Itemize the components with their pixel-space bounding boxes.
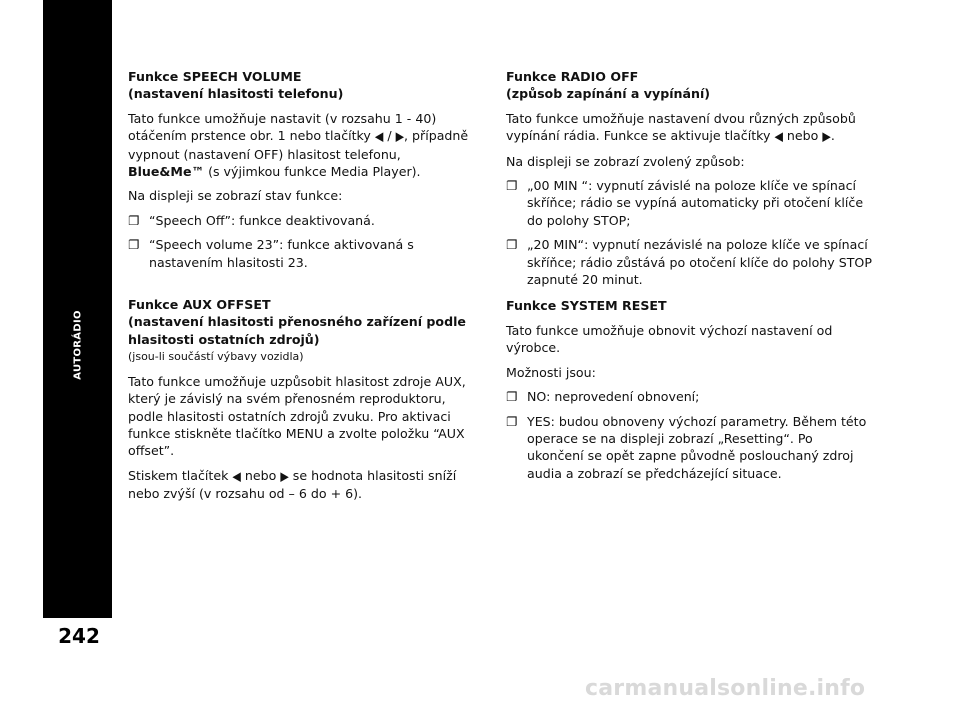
checkbox-bullet-icon: ❐ bbox=[506, 389, 518, 405]
left-arrow-icon: ◀ bbox=[774, 129, 783, 145]
aux-offset-heading: Funkce AUX OFFSET bbox=[128, 297, 271, 313]
list-item: ❐ “Speech volume 23”: funkce aktivovaná s nastavením hlasitosti 23. bbox=[128, 237, 414, 270]
right-arrow-icon: ▶ bbox=[395, 129, 405, 145]
aux-offset-paragraph: Tato funkce umožňuje uzpůsobit hlasitost zdroje AUX, který je závislý na svém přenosném reproduktoru, podle hlasitosti ostatních zdrojů zvuku. Pro aktivaci funkce stiskněte tlačítko MENU a zvolte položku “AUX offset”. bbox=[128, 373, 466, 459]
list-item: ❐ „20 MIN“: vypnutí nezávislé na poloze klíče ve spínací skříňce; rádio zůstává po otočení klíče do polohy STOP zapnuté 20 minut. bbox=[506, 237, 872, 288]
radio-off-heading: Funkce RADIO OFF bbox=[506, 69, 639, 84]
system-reset-options-intro: Možnosti jsou: bbox=[506, 364, 596, 380]
left-arrow-icon: ◀ bbox=[232, 468, 241, 484]
aux-offset-instructions: Stiskem tlačítek ◀ nebo ▶ se hodnota hlasitosti sníží nebo zvýší (v rozsahu od – 6 do + 6). bbox=[128, 467, 457, 502]
system-reset-paragraph: Tato funkce umožňuje obnovit výchozí nastavení od výrobce. bbox=[506, 322, 833, 356]
checkbox-bullet-icon: ❐ bbox=[128, 212, 140, 228]
page-number: 242 bbox=[58, 624, 100, 648]
checkbox-bullet-icon: ❐ bbox=[506, 237, 518, 253]
brand-name: Blue&Me™ bbox=[128, 164, 205, 180]
speech-volume-subheading: (nastavení hlasitosti telefonu) bbox=[128, 86, 344, 102]
right-column bbox=[506, 68, 872, 489]
speech-volume-paragraph: Tato funkce umožňuje nastavit (v rozsahu 1 - 40) otáčením prstence obr. 1 nebo tlačítky ◀ / ▶, případně vypnout (nastavení OFF) hlasitost telefonu, Blue&Me™ (s výjimkou funkce Media Player). bbox=[128, 110, 469, 180]
checkbox-bullet-icon: ❐ bbox=[506, 413, 518, 429]
aux-offset-note: (jsou-li součástí výbavy vozidla) bbox=[128, 350, 304, 364]
left-arrow-icon: ◀ bbox=[374, 129, 384, 145]
list-item: ❐ NO: neprovedení obnovení; bbox=[506, 389, 700, 405]
list-item: ❐ „00 MIN “: vypnutí závislé na poloze klíče ve spínací skříňce; rádio se vypíná automaticky při otočení klíče do polohy STOP; bbox=[506, 178, 864, 228]
list-item: ❐ YES: budou obnoveny výchozí parametry. Během této operace se na displeji zobrazí „Resetting“. Po ukončení se opět zapne původně poslouchaný zdroj audia a zobrazí se předcházející situace. bbox=[506, 413, 867, 481]
watermark: carmanualsonline.info bbox=[585, 676, 866, 701]
speech-status-intro: Na displeji se zobrazí stav funkce: bbox=[128, 188, 343, 204]
right-arrow-icon: ▶ bbox=[280, 468, 289, 484]
aux-offset-subheading: (nastavení hlasitosti přenosného zařízení podle hlasitosti ostatních zdrojů) bbox=[128, 314, 466, 347]
radio-off-subheading: (způsob zapínání a vypínání) bbox=[506, 86, 711, 102]
left-column bbox=[128, 68, 480, 510]
sidebar-section-label: AUTORÁDIO bbox=[72, 310, 84, 380]
checkbox-bullet-icon: ❐ bbox=[128, 237, 140, 253]
radio-off-paragraph: Tato funkce umožňuje nastavení dvou různých způsobů vypínání rádia. Funkce se aktivuje tlačítky ◀ nebo ▶. bbox=[506, 110, 872, 146]
right-arrow-icon: ▶ bbox=[822, 129, 831, 145]
radio-off-display-intro: Na displeji se zobrazí zvolený způsob: bbox=[506, 153, 745, 169]
list-item: ❐ “Speech Off”: funkce deaktivovaná. bbox=[128, 212, 375, 228]
checkbox-bullet-icon: ❐ bbox=[506, 178, 518, 194]
speech-volume-heading: Funkce SPEECH VOLUME bbox=[128, 69, 302, 84]
system-reset-heading: Funkce SYSTEM RESET bbox=[506, 298, 667, 314]
